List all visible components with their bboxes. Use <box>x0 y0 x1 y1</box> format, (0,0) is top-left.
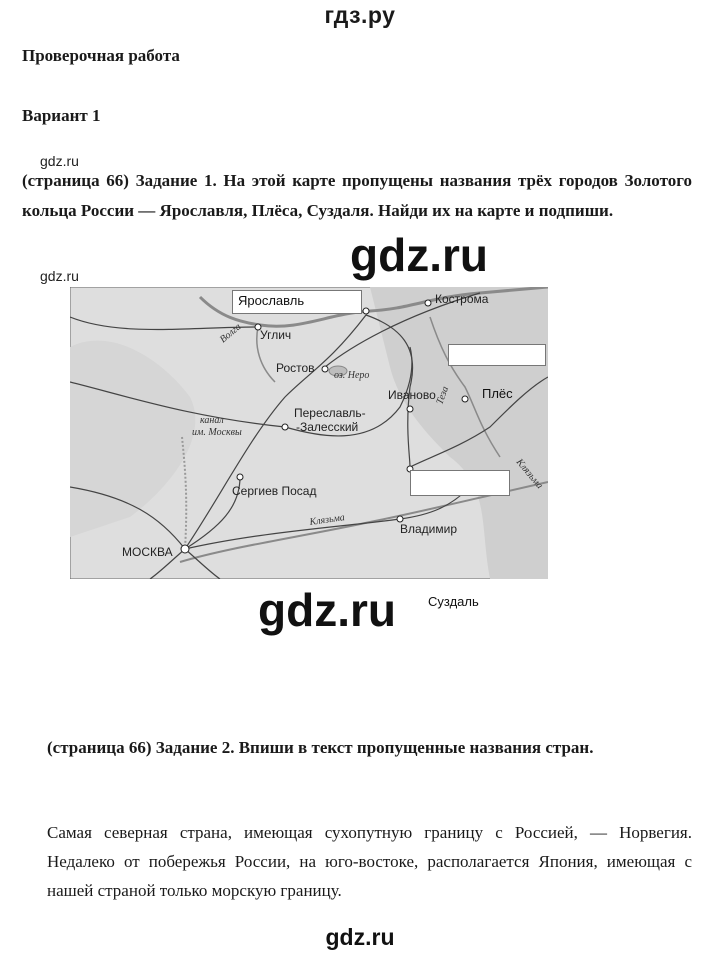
city-moscow-marker <box>181 545 189 553</box>
city-ples-marker <box>462 396 468 402</box>
label-sergiev-posad: Сергиев Посад <box>232 484 317 498</box>
watermark-small-1: gdz.ru <box>40 153 79 169</box>
label-canal-1: канал <box>200 415 224 426</box>
golden-ring-map <box>70 287 548 579</box>
watermark-small-2: gdz.ru <box>40 268 79 284</box>
task2-heading: (страница 66) Задание 2. Впиши в текст пропущенные названия стран. <box>47 738 594 757</box>
site-header: гдз.ру <box>324 2 396 28</box>
task1-text: (страница 66) Задание 1. На этой карте пропущены названия трёх городов Золотого кольца России — Ярославля, Плёса, Суздаля. Найди их на карте и подпиши. <box>22 171 692 220</box>
answer-box-ples[interactable] <box>448 344 546 366</box>
city-kostroma-marker <box>425 300 431 306</box>
label-kostroma: Кострома <box>435 292 489 306</box>
watermark-big-2: gdz.ru <box>258 584 396 636</box>
label-rostov: Ростов <box>276 361 315 375</box>
answer-ples: Плёс <box>482 386 513 401</box>
watermark-big-1: gdz.ru <box>350 229 488 281</box>
map-svg <box>70 287 548 579</box>
label-volga: Волга <box>217 321 244 346</box>
city-yaroslavl-marker <box>363 308 369 314</box>
label-vladimir: Владимир <box>400 522 458 536</box>
city-rostov-marker <box>322 366 328 372</box>
label-klyazma-east: Клязьма <box>513 456 545 492</box>
label-nero: оз. Неро <box>334 370 370 381</box>
label-tez: Тезa <box>434 384 452 407</box>
label-moscow: МОСКВА <box>122 545 173 559</box>
city-pereslavl-marker <box>282 424 288 430</box>
answer-box-suzdal[interactable] <box>410 470 510 496</box>
label-pereslavl-1: Переславль- <box>294 406 366 420</box>
label-ivanovo: Иваново <box>388 388 436 402</box>
watermark-footer: gdz.ru <box>325 924 395 950</box>
label-pereslavl-2: -Залесский <box>296 420 359 434</box>
answer-suzdal: Суздаль <box>428 594 479 609</box>
city-sergiev-marker <box>237 474 243 480</box>
answer-yaroslavl: Ярославль <box>238 293 305 308</box>
label-klyazma-south: Клязьма <box>308 512 346 528</box>
variant-title: Вариант 1 <box>22 106 101 125</box>
label-canal-2: им. Москвы <box>192 427 242 438</box>
task2-text: Самая северная страна, имеющая сухопутную границу с Россией, — Норвегия. Недалеко от побережья России, на юго-востоке, располагается Япония, имеющая с нашей страной только морскую границу. <box>47 823 692 900</box>
page-title: Проверочная работа <box>22 46 180 65</box>
label-uglich: Углич <box>260 328 292 342</box>
city-ivanovo-marker <box>407 406 413 412</box>
